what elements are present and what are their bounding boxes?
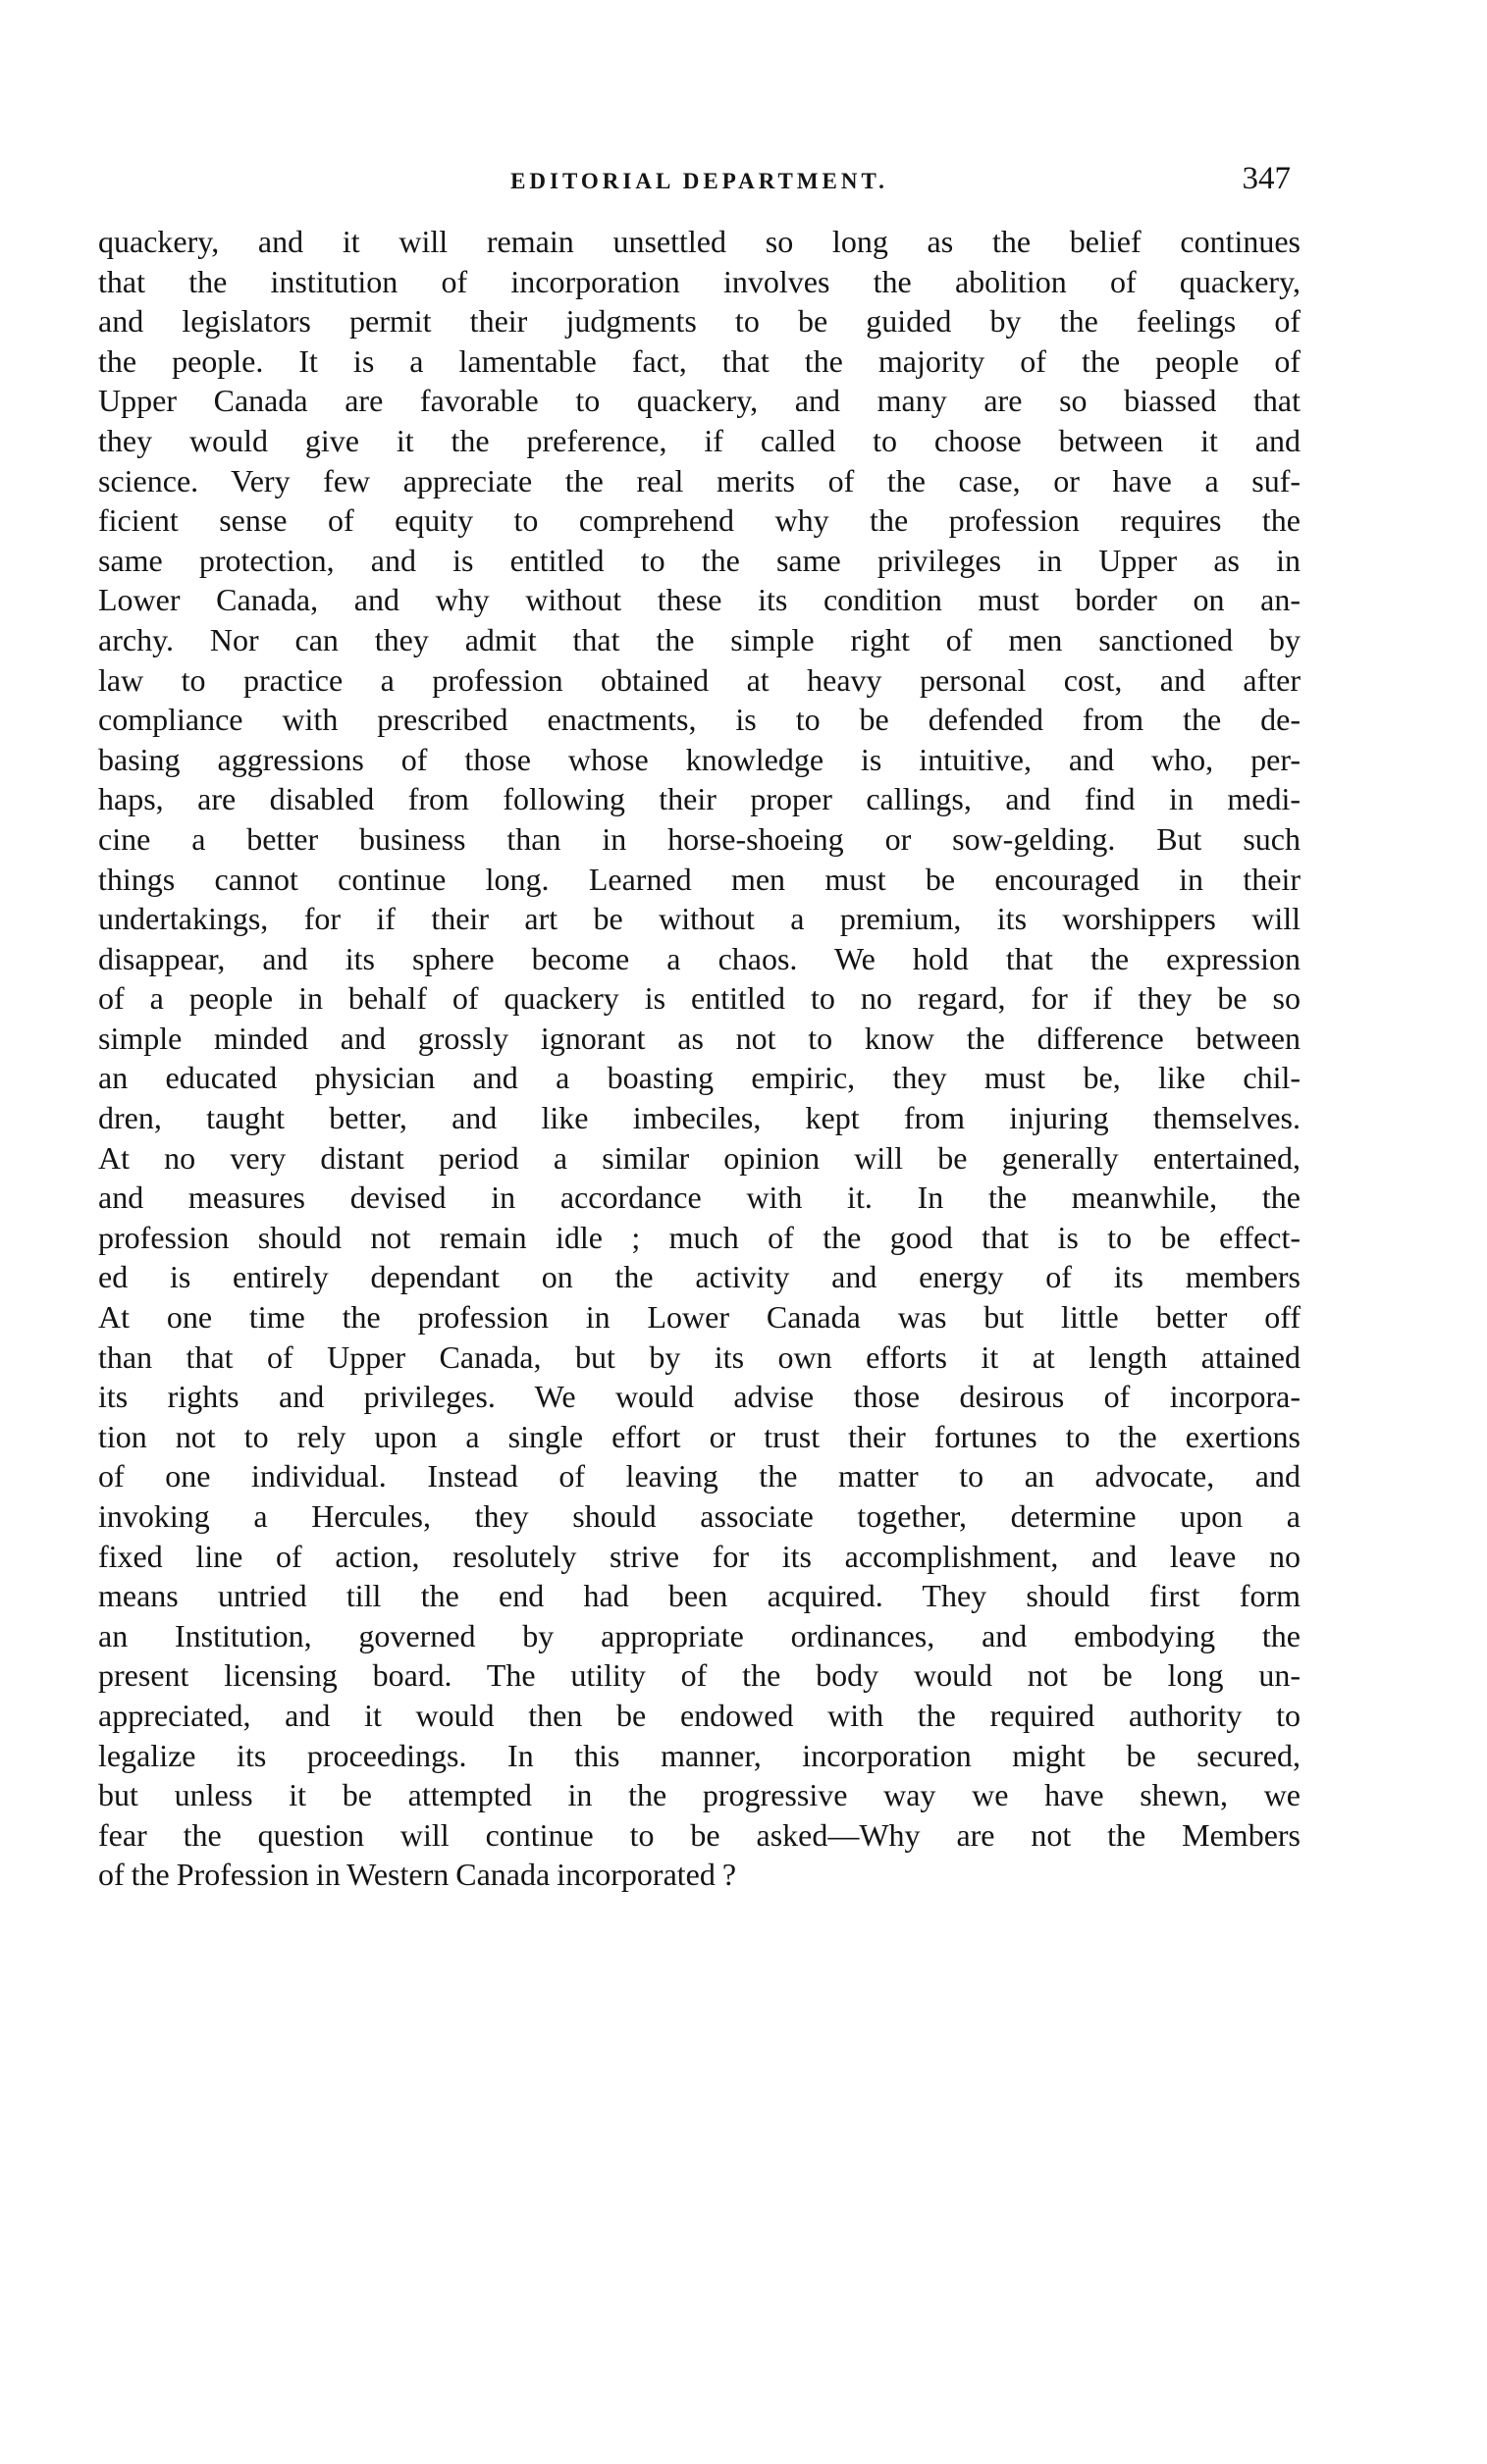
text-line: legalize its proceedings. In this manner, incorporation might be secured, bbox=[98, 1737, 1301, 1773]
running-head bbox=[98, 157, 1301, 208]
text-line: ed is entirely dependant on the activity and energy of its members bbox=[98, 1259, 1301, 1295]
text-line: archy. Nor can they admit that the simple right of men sanctioned by bbox=[98, 621, 1301, 657]
text-line: haps, are disabled from following their proper callings, and find in medi- bbox=[98, 781, 1301, 817]
text-line: invoking a Hercules, they should associate together, determine upon a bbox=[98, 1498, 1301, 1534]
text-line: quackery, and it will remain unsettled so long as the belief continues bbox=[98, 224, 1301, 259]
text-line: of one individual. Instead of leaving the matter to an advocate, and bbox=[98, 1458, 1301, 1494]
text-line: than that of Upper Canada, but by its own efforts it at length attained bbox=[98, 1338, 1301, 1375]
text-line: fear the question will continue to be asked—Why are not the Members bbox=[98, 1816, 1301, 1853]
text-line: cine a better business than in horse-shoeing or sow-gelding. But such bbox=[98, 820, 1301, 857]
text-line: an Institution, governed by appropriate ordinances, and embodying the bbox=[98, 1617, 1301, 1653]
text-line: that the institution of incorporation involves the abolition of quackery, bbox=[98, 263, 1301, 299]
text-line: the people. It is a lamentable fact, that the majority of the people of bbox=[98, 342, 1301, 379]
text-line: compliance with prescribed enactments, is to be defended from the de- bbox=[98, 702, 1301, 738]
text-line: profession should not remain idle ; much of the good that is to be effect- bbox=[98, 1219, 1301, 1255]
text-line: Upper Canada are favorable to quackery, and many are so biassed that bbox=[98, 383, 1301, 419]
text-line: Lower Canada, and why without these its condition must border on an- bbox=[98, 582, 1301, 618]
text-line: an educated physician and a boasting empiric, they must be, like chil- bbox=[98, 1060, 1301, 1096]
text-line: At no very distant period a similar opinion will be generally entertained, bbox=[98, 1139, 1301, 1176]
text-line: but unless it be attempted in the progressive way we have shewn, we bbox=[98, 1777, 1301, 1813]
text-line: undertakings, for if their art be without a premium, its worshippers will bbox=[98, 901, 1301, 937]
text-line: same protection, and is entitled to the same privileges in Upper as in bbox=[98, 542, 1301, 578]
text-line: simple minded and grossly ignorant as not to know the difference between bbox=[98, 1020, 1301, 1056]
text-line: present licensing board. The utility of the body would not be long un- bbox=[98, 1657, 1301, 1694]
text-line: means untried till the end had been acquired. They should first form bbox=[98, 1578, 1301, 1614]
text-line: disappear, and its sphere become a chaos. We hold that the expression bbox=[98, 940, 1301, 976]
text-line: appreciated, and it would then be endowed with the required authority to bbox=[98, 1697, 1301, 1733]
editorial-paragraph bbox=[98, 222, 1301, 1895]
text-line: basing aggressions of those whose knowledge is intuitive, and who, per- bbox=[98, 741, 1301, 777]
text-line: law to practice a profession obtained at heavy personal cost, and after bbox=[98, 661, 1301, 698]
text-line: its rights and privileges. We would advise those desirous of incorpora- bbox=[98, 1379, 1301, 1415]
text-line: and measures devised in accordance with it. In the meanwhile, the bbox=[98, 1180, 1301, 1216]
page-number: 347 bbox=[1242, 161, 1291, 196]
text-line: At one time the profession in Lower Canada was but little better off bbox=[98, 1299, 1301, 1336]
text-line: and legislators permit their judgments to be guided by the feelings of bbox=[98, 303, 1301, 340]
text-line: of the Profession in Western Canada incorporated ? bbox=[98, 1857, 737, 1893]
text-line: dren, taught better, and like imbeciles, kept from injuring themselves. bbox=[98, 1100, 1301, 1136]
text-line: things cannot continue long. Learned men must be encouraged in their bbox=[98, 861, 1301, 897]
text-line: they would give it the preference, if called to choose between it and bbox=[98, 422, 1301, 458]
text-line: of a people in behalf of quackery is entitled to no regard, for if they be so bbox=[98, 980, 1301, 1017]
text-line: ficient sense of equity to comprehend why the profession requires the bbox=[98, 502, 1301, 539]
text-line: tion not to rely upon a single effort or trust their fortunes to the exertions bbox=[98, 1418, 1301, 1454]
running-title: EDITORIAL DEPARTMENT. bbox=[510, 169, 888, 193]
text-line: science. Very few appreciate the real merits of the case, or have a suf- bbox=[98, 462, 1301, 498]
text-line: fixed line of action, resolutely strive for its accomplishment, and leave no bbox=[98, 1538, 1301, 1574]
